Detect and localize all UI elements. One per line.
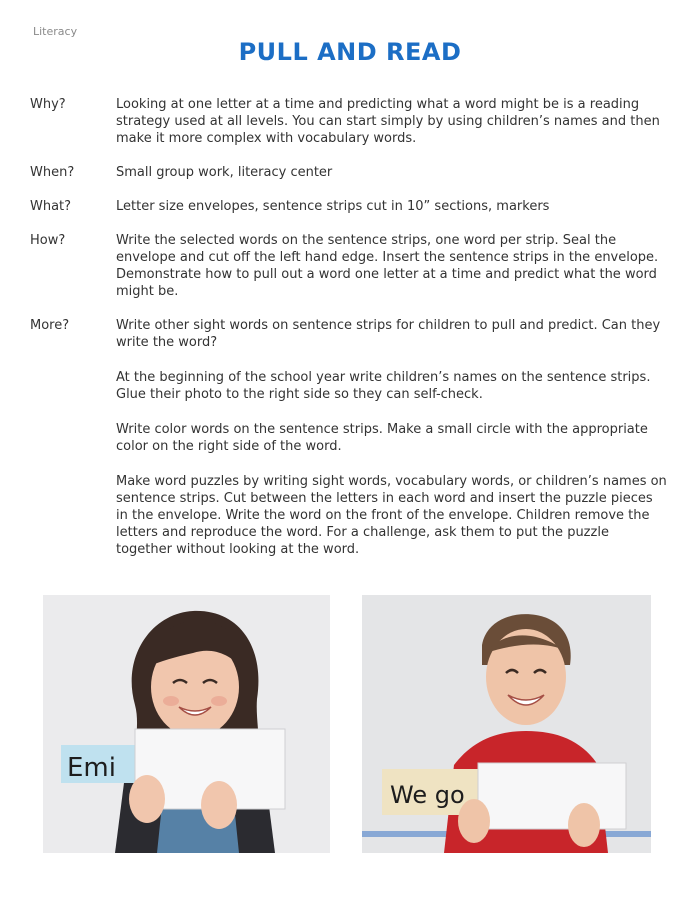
section-paragraph: Write other sight words on sentence strips for children to pull and predict. Can they write the word? [116, 318, 661, 350]
section-paragraph: Looking at one letter at a time and predicting what a word might be is a reading strategy used at all levels. You can start simply by using children’s names and then make it more complex with vocabulary words. [116, 97, 660, 146]
section-paragraph: At the beginning of the school year write children’s names on the sentence strips. Glue their photo to the right side so they can self-check. [116, 370, 651, 402]
section-body [116, 96, 670, 147]
section-how [30, 232, 670, 300]
section-body [116, 317, 670, 576]
section-when [30, 164, 670, 181]
category-label: Literacy [33, 25, 78, 38]
section-paragraph: Write color words on the sentence strips. Make a small circle with the appropriate color on the right side of the word. [116, 422, 648, 454]
section-more [30, 317, 670, 576]
section-paragraph: Write the selected words on the sentence strips, one word per strip. Seal the envelope and cut off the left hand edge. Insert the sentence strips in the envelope. Demonstrate how to pull out a word one letter at a time and predict what the word might be. [116, 233, 659, 299]
section-paragraph: Letter size envelopes, sentence strips cut in 10” sections, markers [116, 199, 550, 214]
page-title: PULL AND READ [238, 38, 462, 66]
section-why [30, 96, 670, 147]
section-body [116, 164, 670, 181]
sections [30, 96, 670, 576]
section-label: How? [30, 233, 66, 248]
section-label: More? [30, 318, 70, 333]
section-label: When? [30, 165, 75, 180]
section-body [116, 198, 670, 215]
name-strip-text: Emi [67, 753, 116, 783]
section-label: What? [30, 199, 72, 214]
section-paragraph: Small group work, literacy center [116, 165, 333, 180]
photo-boy-with-word-strip [362, 595, 651, 853]
section-paragraph: Make word puzzles by writing sight words, vocabulary words, or children’s names on sentence strips. Cut between the letters in each word and insert the puzzle pieces in the envelope. Write the word on the front of the envelope. Children remove the letters and reproduce the word. For a challenge, ask them to put the puzzle together without looking at the word. [116, 474, 667, 557]
word-strip-text: We go [390, 781, 465, 809]
section-body [116, 232, 670, 300]
photo-girl-with-name-strip [43, 595, 330, 853]
section-what [30, 198, 670, 215]
section-label: Why? [30, 97, 66, 112]
